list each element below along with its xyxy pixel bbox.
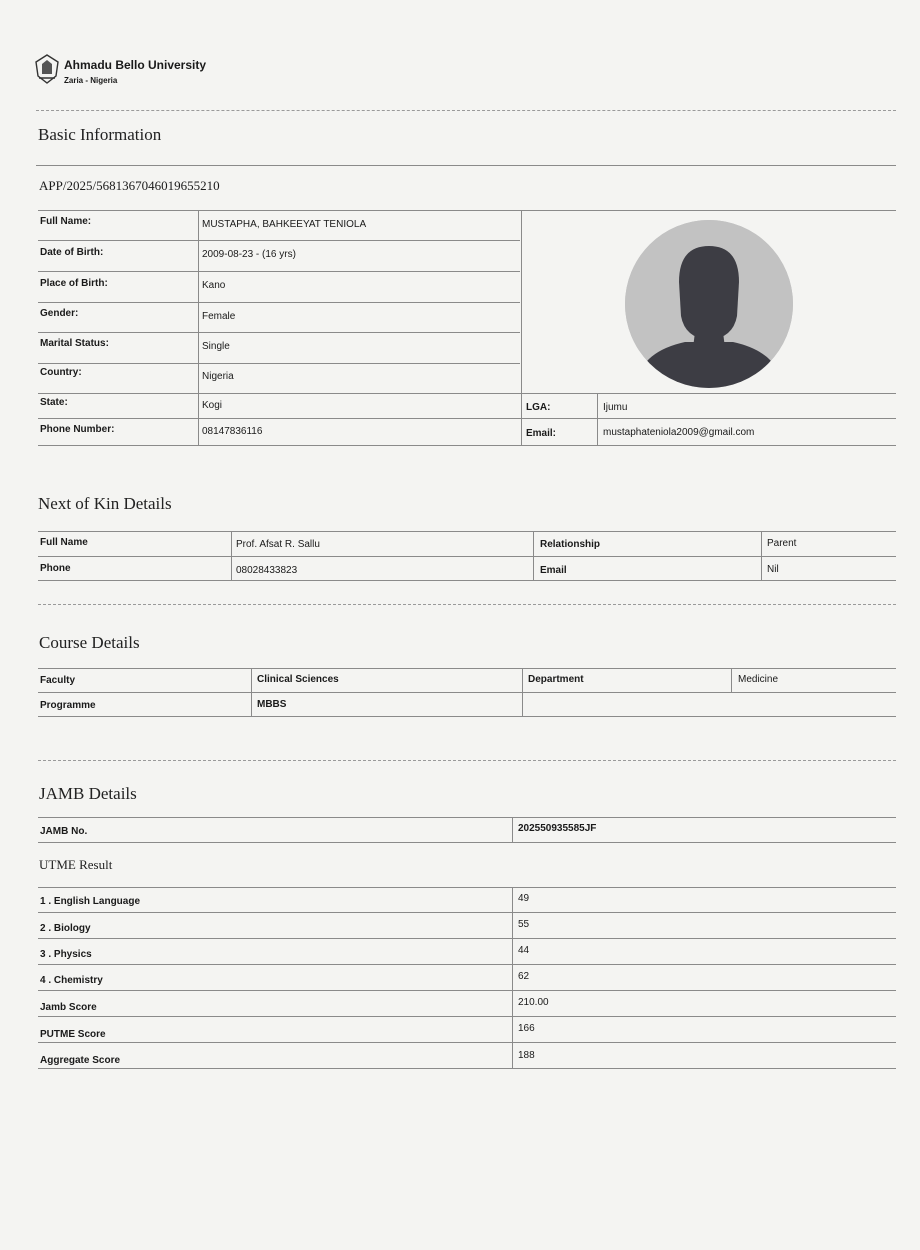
- aggregate-score-label: Aggregate Score: [40, 1055, 121, 1066]
- putme-score-value: 166: [518, 1023, 535, 1034]
- kin-phone-value: 08028433823: [236, 565, 298, 576]
- dob-label: Date of Birth:: [40, 247, 104, 258]
- lga-label: LGA:: [526, 402, 551, 413]
- state-label: State:: [40, 397, 68, 408]
- lga-value: Ijumu: [603, 402, 628, 413]
- subject-label: 2 . Biology: [40, 923, 91, 934]
- subject-score: 49: [518, 893, 530, 904]
- putme-score-label: PUTME Score: [40, 1029, 106, 1040]
- kin-name-value: Prof. Afsat R. Sallu: [236, 539, 320, 550]
- department-value: Medicine: [738, 674, 779, 685]
- faculty-label: Faculty: [40, 675, 76, 686]
- marital-value: Single: [202, 341, 230, 352]
- subject-score: 44: [518, 945, 530, 956]
- kin-name-label: Full Name: [40, 537, 88, 548]
- pob-value: Kano: [202, 280, 226, 291]
- full-name-value: MUSTAPHA, BAHKEEYAT TENIOLA: [202, 219, 367, 230]
- divider: [38, 604, 896, 605]
- gender-label: Gender:: [40, 308, 79, 319]
- phone-value: 08147836116: [202, 426, 263, 437]
- subject-score: 62: [518, 971, 530, 982]
- email-label: Email:: [526, 428, 557, 439]
- kin-title: Next of Kin Details: [38, 494, 172, 513]
- kin-email-value: Nil: [767, 564, 779, 575]
- subject-label: 3 . Physics: [40, 949, 92, 960]
- phone-label: Phone Number:: [40, 424, 115, 435]
- aggregate-score-value: 188: [518, 1050, 535, 1061]
- jamb-no-label: JAMB No.: [40, 826, 88, 837]
- university-location: Zaria - Nigeria: [64, 76, 118, 85]
- jamb-score-value: 210.00: [518, 997, 549, 1008]
- programme-label: Programme: [40, 700, 96, 711]
- user-silhouette-icon: [625, 220, 793, 388]
- email-value: mustaphateniola2009@gmail.com: [603, 427, 755, 438]
- divider: [36, 165, 896, 166]
- university-logo: [34, 54, 60, 84]
- passport-photo: [625, 220, 793, 388]
- kin-email-label: Email: [540, 565, 567, 576]
- kin-relationship-value: Parent: [767, 538, 797, 549]
- kin-phone-label: Phone: [40, 563, 71, 574]
- jamb-title: JAMB Details: [39, 784, 137, 803]
- marital-label: Marital Status:: [40, 338, 109, 349]
- subject-score: 55: [518, 919, 530, 930]
- gender-value: Female: [202, 311, 236, 322]
- subject-label: 4 . Chemistry: [40, 975, 103, 986]
- jamb-score-label: Jamb Score: [40, 1002, 97, 1013]
- pob-label: Place of Birth:: [40, 278, 108, 289]
- country-value: Nigeria: [202, 371, 234, 382]
- divider: [36, 110, 896, 111]
- university-name: Ahmadu Bello University: [64, 58, 207, 72]
- utme-title: UTME Result: [39, 857, 113, 872]
- jamb-no-value: 202550935585JF: [518, 823, 597, 834]
- state-value: Kogi: [202, 400, 223, 411]
- kin-relationship-label: Relationship: [540, 539, 601, 550]
- full-name-label: Full Name:: [40, 216, 92, 227]
- subject-label: 1 . English Language: [40, 896, 141, 907]
- faculty-value: Clinical Sciences: [257, 674, 339, 685]
- country-label: Country:: [40, 367, 82, 378]
- department-label: Department: [528, 674, 584, 685]
- dob-value: 2009-08-23 - (16 yrs): [202, 249, 296, 260]
- basic-info-title: Basic Information: [38, 125, 162, 144]
- application-number: APP/2025/5681367046019655210: [39, 178, 220, 193]
- divider: [38, 760, 896, 761]
- programme-value: MBBS: [257, 699, 287, 710]
- course-title: Course Details: [39, 633, 140, 652]
